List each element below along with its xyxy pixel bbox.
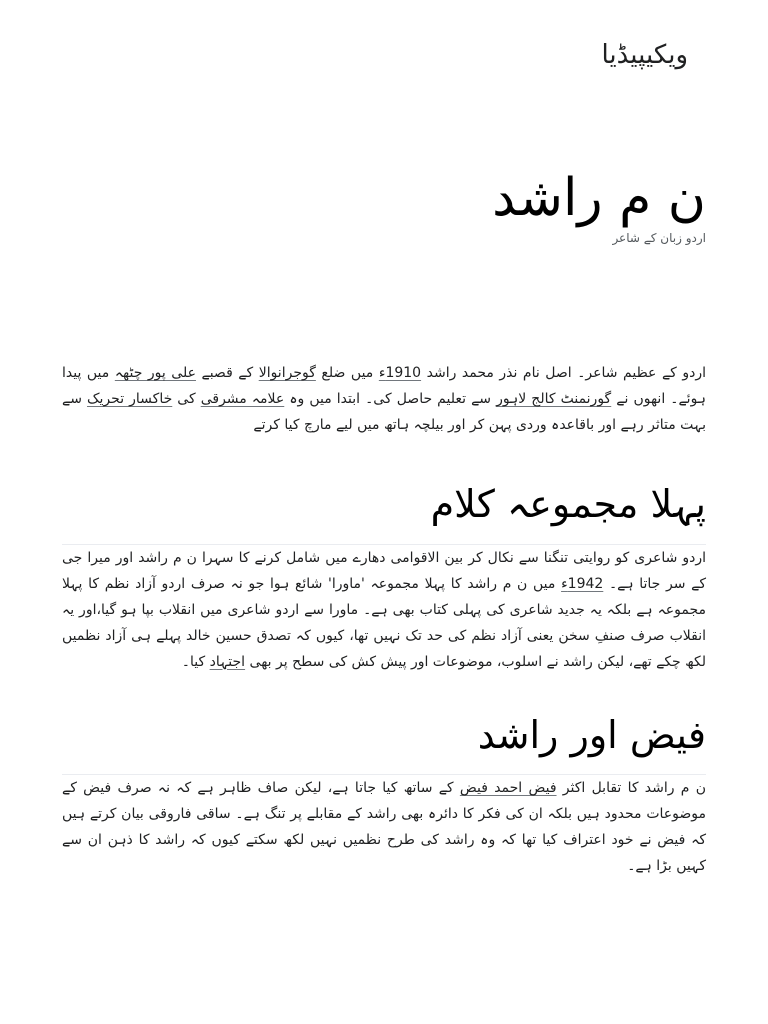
wikipedia-wordmark[interactable]: ویکیپیڈیا (601, 40, 688, 70)
link-allama-mashriqi[interactable]: علامہ مشرقی (200, 391, 285, 407)
intro-paragraph (62, 360, 706, 438)
section-first-collection (62, 482, 706, 675)
intro-text: میں ضلع (315, 365, 379, 381)
intro-text: میں پیدا ہوئے۔ انھوں نے (62, 365, 707, 407)
section-faiz-and-rashid (62, 713, 706, 880)
intro-text: کے قصبے (195, 365, 259, 381)
section-text: اردو شاعری کو روایتی تنگنا سے نکال کر بین الاقوامی دھارے میں شامل کرنے کا سہرا ن م راشد اور میرا جی کے سر جاتا ہے۔ (62, 549, 706, 592)
section-heading[interactable]: فیض اور راشد (477, 712, 706, 757)
intro-text: سے تعلیم حاصل کی۔ ابتدا میں وہ (284, 391, 497, 407)
link-alipur-chattha[interactable]: علی پور چٹھہ (114, 365, 196, 381)
link-gujranwala[interactable]: گوجرانوالا (258, 365, 316, 381)
link-faiz-ahmad-faiz[interactable]: فیض احمد فیض (459, 780, 557, 797)
link-1942[interactable]: 1942ء (561, 575, 604, 592)
section-paragraph (62, 775, 706, 879)
intro-text: کی (172, 391, 201, 407)
article-content (62, 360, 706, 879)
page-title: ن م راشد (492, 168, 706, 228)
page-description: اردو زبان کے شاعر (612, 231, 706, 246)
intro-text: اردو کے عظیم شاعر۔ اصل نام نذر محمد راشد (421, 365, 706, 381)
title-block (62, 170, 706, 245)
section-heading[interactable]: پہلا مجموعہ کلام (430, 482, 706, 526)
link-khaksar-movement[interactable]: خاکسار تحریک (87, 391, 173, 407)
link-government-college-lahore[interactable]: گورنمنٹ کالج لاہور (496, 391, 612, 407)
section-paragraph (62, 545, 706, 675)
intro-text: سے بہت متاثر رہے اور باقاعدہ وردی پہن کر اور بیلچہ ہاتھ میں لیے مارچ کیا کرتے (62, 391, 706, 433)
site-header (62, 40, 688, 90)
section-text: میں ن م راشد کا پہلا مجموعہ 'ماورا' شائع ہوا جو نہ صرف اردو آزاد نظم کا پہلا مجموعہ ہے بلکہ یہ جدید شاعری کی پہلی کتاب بھی ہے۔ ماورا سے اردو شاعری میں انقلاب بپا ہو گیا،اور یہ انقلاب صرف صنفِ سخن یعنی آزاد نظم کی حد تک نہیں تھا، کیوں کہ تصدق حسین خالد پہلے ہی آزاد نظمیں لکھ چکے تھے، لیکن راشد نے اسلوب، موضوعات اور پیش کش کی سطح پر بھی (62, 575, 706, 670)
section-text: کیا۔ (181, 653, 210, 670)
link-1910[interactable]: 1910ء (378, 365, 422, 381)
section-text: ن م راشد کا تقابل اکثر (556, 780, 707, 797)
link-ijtihad[interactable]: اجتہاد (209, 653, 246, 670)
section-text: کے ساتھ کیا جاتا ہے، لیکن صاف ظاہر ہے کہ نہ صرف فیض کے موضوعات محدود ہیں بلکہ ان کی فکر کا دائرہ بھی راشد کے مقابلے پر تنگ ہے۔ ساقی فاروقی بیان کرتے ہیں کہ فیض نے خود اعتراف کیا تھا کہ وہ راشد کی طرح نظمیں نہیں لکھ سکتے کیوں کہ راشد کا ذہن ان سے کہیں بڑا ہے۔ (62, 780, 706, 875)
